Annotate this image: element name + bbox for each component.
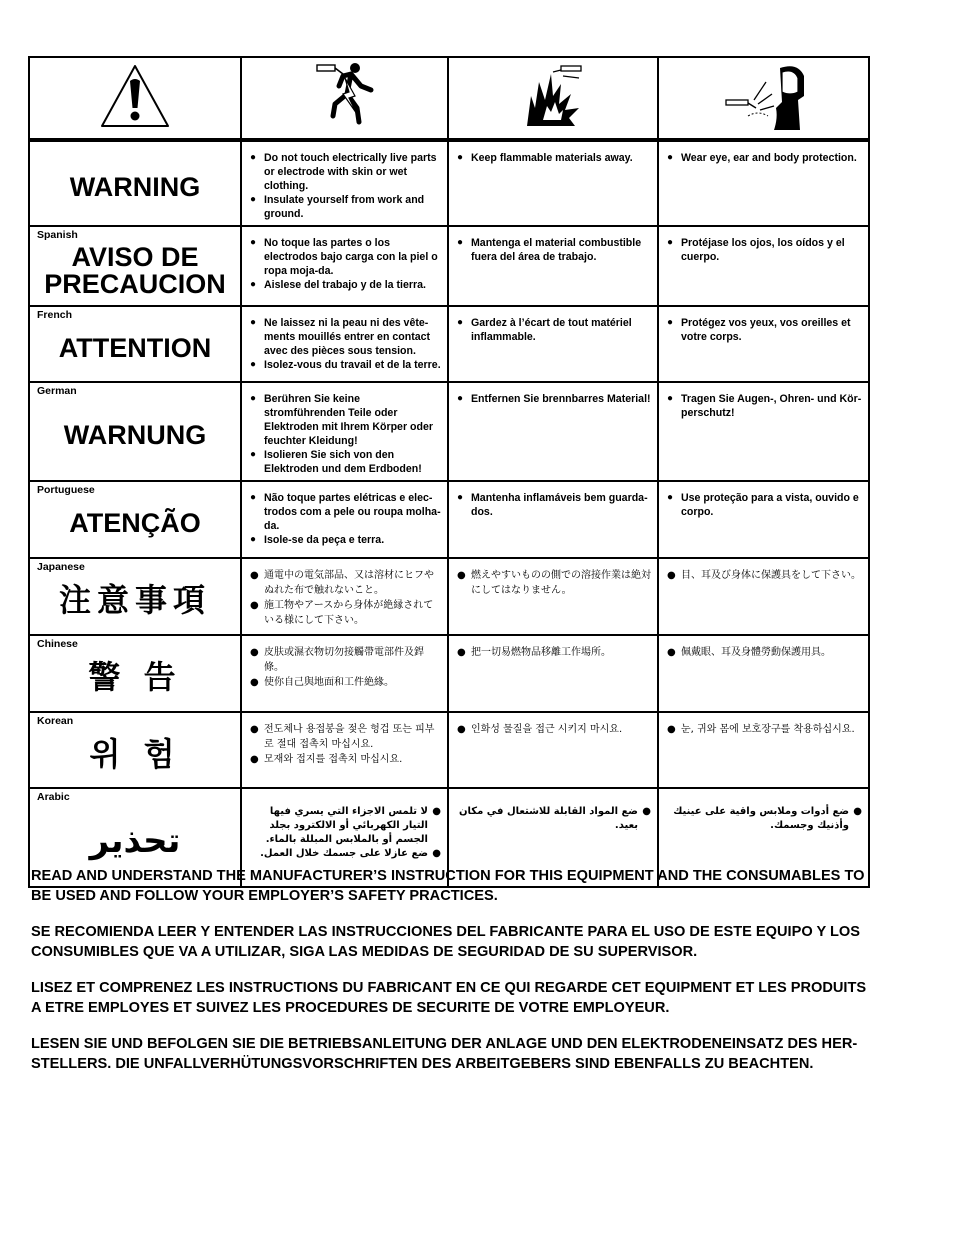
bullet-item: ● 인화성 물질을 접근 시키지 마시요. <box>457 722 651 737</box>
instruction-paragraph: READ AND UNDERSTAND THE MANUFACTURER’S INSTRUCTION FOR THIS EQUIPMENT AND THE CONSUMABLES TO BE USED AND FOLLOW YOUR EMPLOYER’S SAFETY PRACTICES. <box>31 868 865 904</box>
bullet-list <box>242 227 447 296</box>
protection-instructions <box>658 712 869 788</box>
bullet-item: ● Entfernen Sie brennbarres Material! <box>457 392 651 406</box>
language-label-cell <box>29 306 241 382</box>
language-label-cell <box>29 140 241 226</box>
face-protection-cell <box>658 57 869 140</box>
electric-shock-instructions <box>241 306 448 382</box>
warning-word: ATENÇÃO <box>69 508 201 538</box>
bullet-item: ● 눈, 귀와 몸에 보호장구를 착용하십시요. <box>667 722 862 737</box>
bullet-list <box>449 789 657 837</box>
language-name: Arabic <box>37 791 70 803</box>
bullet-list <box>449 142 657 169</box>
bullet-item: ● Tragen Sie Augen-, Ohren- und Kör-perschutz! <box>667 392 862 420</box>
bullet-list <box>659 636 868 664</box>
bullet-item: ● Aislese del trabajo y de la tierra. <box>250 278 441 292</box>
bullet-item: ● 通電中の電気部品、又は溶材にヒフやぬれた布で触れないこと。 <box>250 568 441 598</box>
bullet-list <box>659 482 868 523</box>
face-protection-icon <box>718 60 808 132</box>
electric-shock-cell <box>241 57 448 140</box>
bullet-item: ● ضع أدوات وملابس واقية على عينيك وأذنيك وجسمك. <box>667 805 862 833</box>
bullet-list <box>449 482 657 523</box>
warning-word: AVISO DE PRECAUCION <box>44 242 226 299</box>
electric-shock-instructions <box>241 558 448 635</box>
bullet-list <box>659 307 868 348</box>
bullet-list <box>659 227 868 268</box>
bullet-list <box>449 636 657 664</box>
protection-instructions <box>658 558 869 635</box>
bullet-item: ● 전도체나 용접봉을 젖은 헝겁 또는 피부로 절대 접촉치 마십시요. <box>250 722 441 752</box>
language-label-cell <box>29 635 241 712</box>
language-name: German <box>37 385 77 397</box>
bullet-item: ● Protéjase los ojos, los oídos y el cuerpo. <box>667 236 862 264</box>
bullet-item: ● Não toque partes elétricas e elec-trodos com a pele ou roupa molha-da. <box>250 491 441 533</box>
language-row <box>29 226 869 306</box>
bullet-item: ● 燃えやすいものの側での溶接作業は絶対にしてはなりません。 <box>457 568 651 598</box>
electric-shock-instructions <box>241 140 448 226</box>
bullet-item: ● 把一切易燃物品移離工作場所。 <box>457 645 651 660</box>
protection-instructions <box>658 226 869 306</box>
bullet-list <box>242 713 447 771</box>
fire-instructions <box>448 226 658 306</box>
language-row <box>29 481 869 558</box>
language-label-cell <box>29 558 241 635</box>
bullet-list <box>242 636 447 694</box>
bullet-item: ● 모재와 접지를 접촉치 마십시요. <box>250 752 441 767</box>
bullet-item: ● Berühren Sie keine stromführenden Teile oder Elektroden mit Ihrem Körper oder feuchter Kleidung! <box>250 392 441 448</box>
language-name: Portuguese <box>37 484 95 496</box>
protection-instructions <box>658 140 869 226</box>
bullet-item: ● Isole-se da peça e terra. <box>250 533 441 547</box>
fire-instructions <box>448 382 658 481</box>
warning-word: WARNING <box>69 172 201 202</box>
bullet-list <box>449 559 657 602</box>
bullet-item: ● Use proteção para a vista, ouvido e corpo. <box>667 491 862 519</box>
bullet-item: ● Insulate yourself from work and ground. <box>250 193 441 221</box>
fire-instructions <box>448 481 658 558</box>
bullet-item: ● 目、耳及び身体に保護具をして下さい。 <box>667 568 862 583</box>
bullet-item: ● Protégez vos yeux, vos oreilles et votre corps. <box>667 316 862 344</box>
bullet-list <box>242 142 447 225</box>
bullet-item: ● Mantenga el material combustible fuera del área de trabajo. <box>457 236 651 264</box>
language-name: Korean <box>37 715 74 727</box>
icon-header-row <box>29 57 869 140</box>
warning-word: WARNUNG <box>63 420 207 450</box>
language-label-cell <box>29 481 241 558</box>
electric-shock-instructions <box>241 712 448 788</box>
bullet-item: ● 使你自己與地面和工件絶緣。 <box>250 675 441 690</box>
protection-instructions <box>658 481 869 558</box>
warning-word: 위 험 <box>89 734 181 773</box>
bullet-item: ● Isolieren Sie sich von den Elektroden und dem Erdboden! <box>250 448 441 476</box>
bullet-item: ● No toque las partes o los electrodos bajo carga con la piel o ropa moja-da. <box>250 236 441 278</box>
language-label-cell <box>29 712 241 788</box>
fire-instructions <box>448 635 658 712</box>
bullet-item: ● لا تلمس الاجزاء التي يسري فيها التيار الكهربائي أو الالكترود بجلد الجسم أو بالملابس المبللة بالماء. <box>250 805 441 847</box>
language-row <box>29 140 869 226</box>
bullet-list <box>242 789 447 865</box>
bullet-item: ● 施工物やアースから身体が絶縁されている様にして下さい。 <box>250 598 441 628</box>
language-row <box>29 635 869 712</box>
language-label-cell <box>29 382 241 481</box>
warning-triangle-cell <box>29 57 241 140</box>
language-row <box>29 558 869 635</box>
instruction-paragraph: LESEN SIE UND BEFOLGEN SIE DIE BETRIEBSANLEITUNG DER ANLAGE UND DEN ELEKTRODENEINSATZ DES HER-STELLERS. DIE UNFALLVERHÜTUNGSVORSCHRIFTEN DES ARBEITGEBERS SIND EBENFALLS ZU BEACHTEN. <box>31 1036 858 1072</box>
electric-shock-icon <box>305 60 385 132</box>
instruction-paragraph: SE RECOMIENDA LEER Y ENTENDER LAS INSTRUCCIONES DEL FABRICANTE PARA EL USO DE ESTE EQUIPO Y LOS CONSUMIBLES QUE VA A UTILIZAR, SIGA LAS MEDIDAS DE SEGURIDAD DE SU SUPERVISOR. <box>31 924 860 960</box>
bullet-item: ● Do not touch electrically live parts or electrode with skin or wet clothing. <box>250 151 441 193</box>
language-name: Spanish <box>37 229 78 241</box>
language-label-cell <box>29 226 241 306</box>
bullet-list <box>242 559 447 632</box>
warning-triangle-icon <box>99 63 171 129</box>
bullet-item: ● Keep flammable materials away. <box>457 151 651 165</box>
bullet-item: ● ضع عازلا على جسمك خلال العمل. <box>250 847 441 861</box>
protection-instructions <box>658 382 869 481</box>
bullet-list <box>242 307 447 376</box>
fire-explosion-cell <box>448 57 658 140</box>
bullet-item: ● 皮肤或濕衣物切勿接觸帶電部件及銲條。 <box>250 645 441 675</box>
instruction-paragraph: LISEZ ET COMPRENEZ LES INSTRUCTIONS DU FABRICANT EN CE QUI REGARDE CET EQUIPMENT ET LES PRODUITS A ETRE EMPLOYES ET SUIVEZ LES PROCEDURES DE SECURITE DE VOTRE EMPLOYEUR. <box>31 980 867 1016</box>
bullet-list <box>659 559 868 587</box>
bullet-list <box>242 482 447 551</box>
language-name: French <box>37 309 73 321</box>
fire-instructions <box>448 558 658 635</box>
warning-word: 注意事項 <box>59 581 212 619</box>
language-row <box>29 382 869 481</box>
bullet-item: ● 佩戴眼、耳及身體勞動保護用具。 <box>667 645 862 660</box>
warning-word: ATTENTION <box>58 332 212 363</box>
safety-warning-table <box>28 56 870 888</box>
fire-instructions <box>448 712 658 788</box>
electric-shock-instructions <box>241 382 448 481</box>
language-name: Chinese <box>37 638 78 650</box>
fire-instructions <box>448 306 658 382</box>
bullet-list <box>242 383 447 480</box>
protection-instructions <box>658 635 869 712</box>
bullet-item: ● Ne laissez ni la peau ni des vête-ments mouillés entrer en contact avec des pièces sous tension. <box>250 316 441 358</box>
bullet-item: ● Gardez à l’écart de tout matériel inflammable. <box>457 316 651 344</box>
language-row <box>29 306 869 382</box>
fire-instructions <box>448 140 658 226</box>
bullet-list <box>449 713 657 741</box>
bullet-list <box>449 307 657 348</box>
language-rows <box>29 140 869 887</box>
warning-word: 警 告 <box>88 658 182 696</box>
warning-word: تحذير <box>89 821 181 861</box>
protection-instructions <box>658 306 869 382</box>
fire-explosion-icon <box>513 60 593 132</box>
bullet-item: ● Wear eye, ear and body protection. <box>667 151 862 165</box>
bullet-list <box>659 713 868 741</box>
bullet-list <box>449 383 657 410</box>
bullet-list <box>659 142 868 169</box>
bullet-list <box>659 383 868 424</box>
electric-shock-instructions <box>241 635 448 712</box>
bullet-item: ● Isolez-vous du travail et de la terre. <box>250 358 441 372</box>
bullet-item: ● Mantenha inflamáveis bem guarda-dos. <box>457 491 651 519</box>
electric-shock-instructions <box>241 481 448 558</box>
bullet-list <box>449 227 657 268</box>
language-name: Japanese <box>37 561 85 573</box>
electric-shock-instructions <box>241 226 448 306</box>
language-row <box>29 712 869 788</box>
bullet-item: ● ضع المواد القابلة للاشتعال في مكان بعيد. <box>457 805 651 833</box>
bullet-list <box>659 789 868 837</box>
